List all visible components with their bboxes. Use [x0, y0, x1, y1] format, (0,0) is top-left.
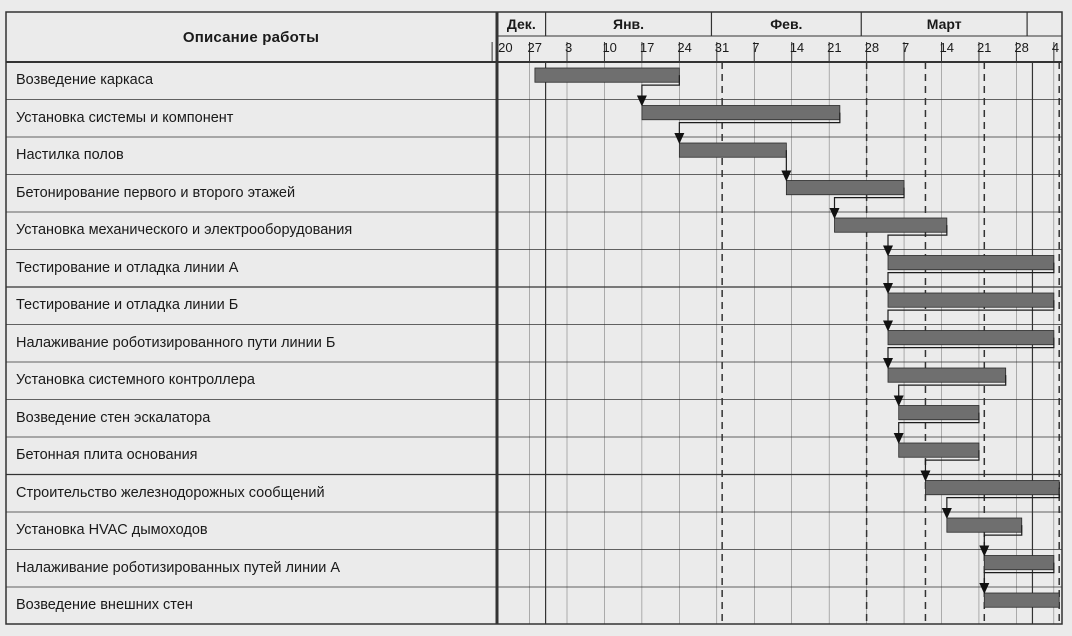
- dependency-arrowhead: [883, 283, 893, 294]
- task-bar: [888, 331, 1054, 345]
- task-label: Установка системы и компонент: [16, 109, 234, 126]
- task-label: Установка HVAC дымоходов: [16, 522, 208, 538]
- dependency-arrowhead: [979, 583, 989, 594]
- task-label: Установка механического и электрооборудования: [16, 222, 353, 238]
- task-label: Тестирование и отладка линии Б: [16, 297, 239, 313]
- dependency-arrowhead: [942, 508, 952, 519]
- task-bar: [888, 256, 1054, 270]
- dependency-arrowhead: [979, 546, 989, 557]
- task-column-header: Описание работы: [182, 28, 320, 46]
- task-bar: [786, 181, 904, 195]
- task-label: Налаживание роботизированного пути линии Б: [16, 334, 336, 351]
- dependency-arrowhead: [894, 433, 904, 444]
- dependency-arrowhead: [894, 396, 904, 407]
- week-tick-label: 7: [902, 40, 910, 55]
- month-label: Март: [926, 16, 962, 32]
- week-tick-label: 27: [527, 40, 543, 55]
- task-label: Строительство железнодорожных сообщений: [16, 484, 325, 501]
- task-bar: [947, 518, 1022, 532]
- week-tick-label: 31: [714, 40, 730, 55]
- month-label: Янв.: [613, 16, 645, 32]
- week-tick-label: 10: [602, 40, 617, 55]
- dependency-arrowhead: [883, 358, 893, 369]
- week-tick-label: 7: [752, 40, 760, 55]
- task-bar: [835, 218, 947, 232]
- week-tick-label: 3: [565, 40, 573, 55]
- task-bar: [984, 556, 1054, 570]
- task-bar: [888, 293, 1054, 307]
- week-tick-label: 21: [976, 40, 992, 55]
- week-tick-label: 17: [639, 40, 655, 55]
- week-tick-label: 28: [864, 40, 880, 55]
- task-label: Возведение каркаса: [16, 72, 154, 88]
- dependency-arrowhead: [883, 321, 893, 332]
- dependency-arrowhead: [674, 133, 684, 144]
- task-label: Настилка полов: [16, 147, 124, 163]
- week-tick-label: 20: [498, 40, 513, 55]
- dependency-arrowhead: [830, 208, 840, 219]
- month-label: Фев.: [770, 16, 803, 32]
- task-bar: [984, 593, 1059, 607]
- task-bar: [535, 68, 679, 82]
- task-bar: [925, 481, 1059, 495]
- week-tick-label: 28: [1014, 40, 1029, 55]
- task-label: Бетонная плита основания: [16, 447, 198, 463]
- dependency-arrowhead: [637, 96, 647, 107]
- week-tick-label: 21: [827, 40, 842, 55]
- dependency-arrowhead: [883, 246, 893, 257]
- week-tick-label: 14: [789, 40, 805, 55]
- month-label: [1027, 12, 1062, 36]
- task-bar: [899, 443, 979, 457]
- task-label: Налаживание роботизированных путей линии А: [16, 559, 341, 576]
- task-label: Бетонирование первого и второго этажей: [16, 184, 296, 201]
- week-tick-label: 14: [939, 40, 954, 55]
- dependency-arrowhead: [781, 171, 791, 182]
- week-tick-label: 4: [1051, 40, 1060, 55]
- task-label: Установка системного контроллера: [16, 372, 255, 388]
- task-label: Возведение стен эскалатора: [16, 409, 211, 426]
- task-label: Возведение внешних стен: [16, 597, 193, 613]
- task-bar: [679, 143, 786, 157]
- dependency-arrowhead: [920, 471, 930, 482]
- task-bar: [642, 106, 840, 120]
- task-bar: [888, 368, 1006, 382]
- week-tick-label: 24: [677, 40, 692, 55]
- task-bar: [899, 406, 979, 420]
- task-label: Тестирование и отладка линии А: [16, 259, 239, 276]
- month-label: Дек.: [506, 16, 536, 32]
